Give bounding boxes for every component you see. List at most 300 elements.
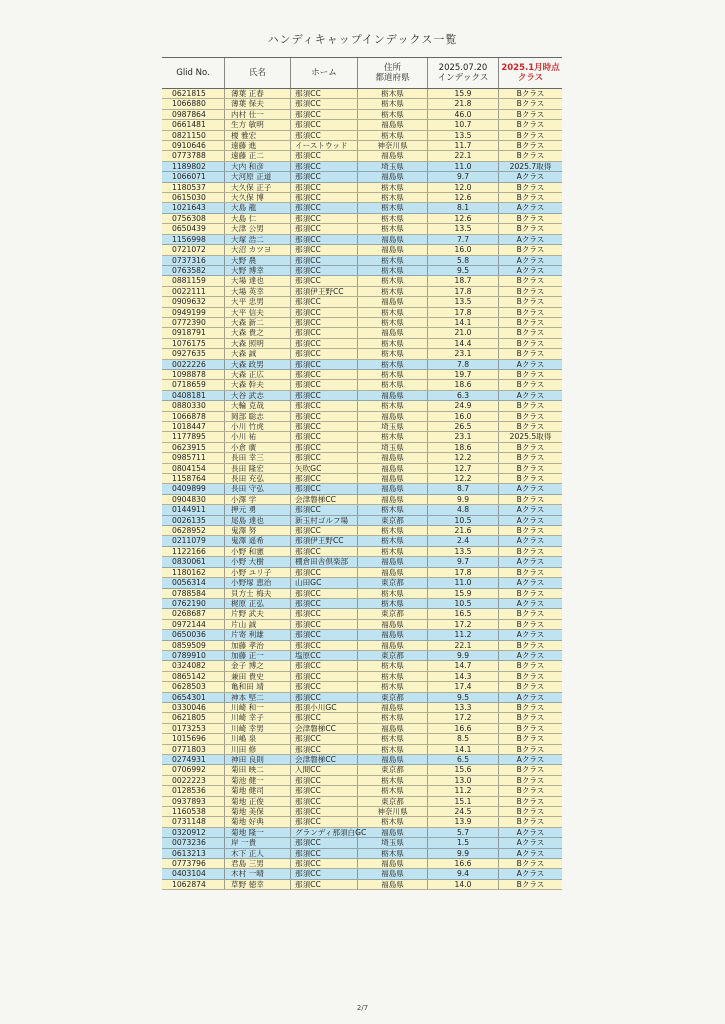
name-cell: 長田 充弘 [225,474,291,483]
home-club-cell: 那須CC [291,713,358,722]
class-cell: Aクラス [516,390,545,400]
table-row [162,557,562,567]
name-cell: 川田 修 [225,745,291,754]
glid-no-cell: 0949199 [162,308,225,317]
name-cell: 大平 信夫 [225,308,291,317]
table-row [162,869,562,879]
glid-no-cell: 0650036 [162,630,225,639]
glid-no-cell: 0026135 [162,516,225,525]
prefecture-cell: 栃木県 [358,131,428,140]
name-cell: 小野 ユリ子 [225,568,291,577]
name-cell: 大島 仁 [225,214,291,223]
prefecture-cell: 栃木県 [358,318,428,327]
home-club-cell: イーストウッド [291,141,358,150]
index-cell: 12.0 [428,183,499,192]
class-cell: 2025.7取得 [509,161,552,171]
class-cell: Aクラス [516,869,545,879]
prefecture-cell: 東京都 [358,693,428,702]
name-cell: 大塚 浩二 [225,235,291,244]
table-row [162,224,562,234]
index-cell: 21.0 [428,328,499,337]
table-row [162,308,562,318]
index-cell: 9.5 [428,266,499,275]
table-row [162,276,562,286]
index-cell: 4.8 [428,505,499,514]
table-row [162,526,562,536]
table-row [162,328,562,338]
name-cell: 鬼澤 遥希 [225,536,291,545]
class-cell: Bクラス [516,494,545,504]
table-row [162,786,562,796]
index-cell: 46.0 [428,110,499,119]
table-row [162,151,562,161]
table-row [162,172,562,182]
class-cell: Bクラス [516,807,545,817]
class-cell: Bクラス [516,546,545,556]
index-cell: 9.9 [428,849,499,858]
index-cell: 16.5 [428,609,499,618]
index-cell: 9.9 [428,495,499,504]
table-row [162,578,562,588]
name-cell: 大野 博幸 [225,266,291,275]
home-club-cell: 那須CC [291,474,358,483]
prefecture-cell: 栃木県 [358,776,428,785]
index-cell: 19.7 [428,370,499,379]
class-cell: Bクラス [516,307,545,317]
header-index: 2025.07.20 インデックス [428,58,499,88]
name-cell: 金子 博之 [225,661,291,670]
home-club-cell: 那須CC [291,235,358,244]
prefecture-cell: 栃木県 [358,224,428,233]
glid-no-cell: 1062874 [162,880,225,889]
prefecture-cell: 栃木県 [358,380,428,389]
index-cell: 16.6 [428,859,499,868]
prefecture-cell: 栃木県 [358,599,428,608]
index-cell: 18.6 [428,380,499,389]
prefecture-cell: 東京都 [358,516,428,525]
table-row [162,516,562,526]
glid-no-cell: 1021643 [162,203,225,212]
name-cell: 加藤 正一 [225,651,291,660]
glid-no-cell: 0910646 [162,141,225,150]
home-club-cell: 那須CC [291,880,358,889]
prefecture-cell: 福島県 [358,869,428,878]
glid-no-cell: 0628503 [162,682,225,691]
name-cell: 長田 守弘 [225,484,291,493]
index-cell: 16.6 [428,724,499,733]
prefecture-cell: 東京都 [358,765,428,774]
glid-no-cell: 1076175 [162,339,225,348]
glid-no-cell: 0762190 [162,599,225,608]
glid-no-cell: 0821150 [162,131,225,140]
glid-no-cell: 0654301 [162,693,225,702]
index-cell: 11.2 [428,786,499,795]
table-row [162,287,562,297]
home-club-cell: 那須CC [291,380,358,389]
table-row [162,162,562,172]
class-cell: Bクラス [516,734,545,744]
prefecture-cell: 栃木県 [358,308,428,317]
name-cell: 岸 一貴 [225,838,291,847]
class-cell: Bクラス [516,213,545,223]
glid-no-cell: 0987864 [162,110,225,119]
home-club-cell: 那須CC [291,412,358,421]
glid-no-cell: 1066880 [162,99,225,108]
name-cell: 川嶋 泉 [225,734,291,743]
class-cell: Bクラス [516,744,545,754]
table-row [162,672,562,682]
glid-no-cell: 1180162 [162,568,225,577]
glid-no-cell: 0621805 [162,713,225,722]
name-cell: 大森 幹夫 [225,380,291,389]
prefecture-cell: 福島県 [358,568,428,577]
class-cell: Aクラス [516,265,545,275]
class-cell: Bクラス [516,297,545,307]
name-cell: 尾島 達也 [225,516,291,525]
table-row [162,693,562,703]
index-cell: 5.8 [428,256,499,265]
index-cell: 15.1 [428,797,499,806]
name-cell: 薄葉 正春 [225,89,291,98]
prefecture-cell: 栃木県 [358,370,428,379]
home-club-cell: 那須CC [291,807,358,816]
table-row [162,734,562,744]
prefecture-cell: 埼玉県 [358,443,428,452]
prefecture-cell: 栃木県 [358,713,428,722]
index-cell: 17.8 [428,568,499,577]
index-cell: 13.9 [428,817,499,826]
table-row [162,266,562,276]
glid-no-cell: 0650439 [162,224,225,233]
table-row [162,630,562,640]
prefecture-cell: 福島県 [358,412,428,421]
table-row [162,776,562,786]
class-cell: Bクラス [516,567,545,577]
index-cell: 13.0 [428,776,499,785]
index-cell: 6.5 [428,755,499,764]
glid-no-cell: 0927635 [162,349,225,358]
glid-no-cell: 0788584 [162,589,225,598]
table-row [162,828,562,838]
class-cell: Bクラス [516,276,545,286]
index-cell: 8.1 [428,203,499,212]
home-club-cell: 那須CC [291,734,358,743]
table-row [162,120,562,130]
glid-no-cell: 0022226 [162,360,225,369]
glid-no-cell: 0918791 [162,328,225,337]
prefecture-cell: 福島県 [358,297,428,306]
glid-no-cell: 0859509 [162,641,225,650]
glid-no-cell: 0274931 [162,755,225,764]
home-club-cell: 那須CC [291,599,358,608]
class-cell: Aクラス [516,755,545,764]
class-cell: Bクラス [516,349,545,359]
table-row [162,755,562,765]
class-cell: Bクラス [516,702,545,712]
glid-no-cell: 0773788 [162,151,225,160]
handicap-table [162,57,562,890]
name-cell: 大沼 カツヨ [225,245,291,254]
index-cell: 11.2 [428,630,499,639]
table-row [162,849,562,859]
prefecture-cell: 栃木県 [358,99,428,108]
index-cell: 26.5 [428,422,499,431]
glid-no-cell: 0789910 [162,651,225,660]
glid-no-cell: 0706992 [162,765,225,774]
prefecture-cell: 栃木県 [358,110,428,119]
home-club-cell: 那須CC [291,620,358,629]
name-cell: 加藤 孝治 [225,641,291,650]
class-cell: Aクラス [516,630,545,640]
home-club-cell: 那須CC [291,360,358,369]
index-cell: 11.7 [428,141,499,150]
index-cell: 22.1 [428,151,499,160]
table-row [162,141,562,151]
index-cell: 21.6 [428,526,499,535]
glid-no-cell: 0763582 [162,266,225,275]
home-club-cell: 塩原CC [291,651,358,660]
table-body [162,89,562,890]
prefecture-cell: 福島県 [358,630,428,639]
glid-no-cell: 0737316 [162,256,225,265]
table-row [162,859,562,869]
prefecture-cell: 福島県 [358,641,428,650]
glid-no-cell: 0408181 [162,391,225,400]
name-cell: 長田 幸三 [225,453,291,462]
prefecture-cell: 栃木県 [358,589,428,598]
class-cell: Aクラス [516,827,545,837]
class-cell: Bクラス [516,130,545,140]
name-cell: 小野塚 恵治 [225,578,291,587]
class-cell: Aクラス [516,598,545,608]
home-club-cell: 那須CC [291,339,358,348]
name-cell: 鬼澤 努 [225,526,291,535]
home-club-cell: 新玉村ゴルフ場 [291,516,358,525]
index-cell: 2.4 [428,536,499,545]
name-cell: 大輪 克哉 [225,401,291,410]
home-club-cell: 那須CC [291,630,358,639]
table-row [162,641,562,651]
name-cell: 菊地 正俊 [225,797,291,806]
home-club-cell: 那須CC [291,693,358,702]
prefecture-cell: 東京都 [358,651,428,660]
table-row [162,203,562,213]
class-cell: Aクラス [516,557,545,567]
home-club-cell: 那須CC [291,328,358,337]
class-cell: Aクラス [516,359,545,369]
prefecture-cell: 栃木県 [358,817,428,826]
prefecture-cell: 栃木県 [358,256,428,265]
home-club-cell: 那須CC [291,641,358,650]
glid-no-cell: 0623915 [162,443,225,452]
table-row [162,765,562,775]
glid-no-cell: 0128536 [162,786,225,795]
glid-no-cell: 0937893 [162,797,225,806]
table-row [162,193,562,203]
index-cell: 17.8 [428,308,499,317]
table-row [162,536,562,546]
glid-no-cell: 0830061 [162,557,225,566]
home-club-cell: 那須CC [291,214,358,223]
home-club-cell: 那須CC [291,589,358,598]
index-cell: 22.1 [428,641,499,650]
prefecture-cell: 福島県 [358,474,428,483]
class-cell: Bクラス [516,775,545,785]
table-row [162,651,562,661]
prefecture-cell: 栃木県 [358,287,428,296]
table-row [162,620,562,630]
table-row [162,89,562,99]
prefecture-cell: 福島県 [358,464,428,473]
header-prefecture: 住所 都道府県 [358,58,428,88]
glid-no-cell: 0773796 [162,859,225,868]
table-row [162,817,562,827]
glid-no-cell: 1066878 [162,412,225,421]
name-cell: 大島 龍 [225,203,291,212]
table-row [162,661,562,671]
home-club-cell: 入間CC [291,765,358,774]
class-cell: Bクラス [516,182,545,192]
class-cell: Bクラス [516,245,545,255]
class-cell: Aクラス [516,255,545,265]
index-cell: 23.1 [428,349,499,358]
class-cell: Aクラス [516,515,545,525]
glid-no-cell: 0621815 [162,89,225,98]
prefecture-cell: 栃木県 [358,786,428,795]
class-cell: Aクラス [516,838,545,848]
name-cell: 大野 農 [225,256,291,265]
prefecture-cell: 埼玉県 [358,422,428,431]
prefecture-cell: 福島県 [358,328,428,337]
glid-no-cell: 0615030 [162,193,225,202]
table-row [162,110,562,120]
index-cell: 12.2 [428,453,499,462]
prefecture-cell: 福島県 [358,495,428,504]
name-cell: 大場 達也 [225,276,291,285]
home-club-cell: 那須CC [291,786,358,795]
class-cell: Bクラス [516,453,545,463]
table-row [162,495,562,505]
home-club-cell: 那須CC [291,297,358,306]
index-cell: 6.3 [428,391,499,400]
table-row [162,724,562,734]
class-cell: Bクラス [516,879,545,889]
page-number: 2/7 [356,1004,369,1012]
name-cell: 長田 隆宏 [225,464,291,473]
home-club-cell: 那須CC [291,505,358,514]
header-class: 2025.1月時点 クラス [501,63,560,83]
class-cell: Bクラス [516,141,545,151]
index-cell: 13.5 [428,224,499,233]
index-cell: 14.7 [428,661,499,670]
header-glid-no: Glid No. [162,58,225,88]
class-cell: Aクラス [516,234,545,244]
name-cell: 大森 照明 [225,339,291,348]
class-cell: Bクラス [516,151,545,161]
table-row [162,297,562,307]
name-cell: 大森 新二 [225,318,291,327]
class-cell: Bクラス [516,401,545,411]
index-cell: 10.7 [428,120,499,129]
name-cell: 木下 正人 [225,849,291,858]
class-cell: Bクラス [516,619,545,629]
prefecture-cell: 栃木県 [358,661,428,670]
glid-no-cell: 0320912 [162,828,225,837]
home-club-cell: 那須CC [291,682,358,691]
glid-no-cell: 1066071 [162,172,225,181]
glid-no-cell: 1098878 [162,370,225,379]
home-club-cell: 那須CC [291,266,358,275]
class-cell: Bクラス [516,859,545,869]
name-cell: 菊地 美保 [225,807,291,816]
home-club-cell: 那須CC [291,203,358,212]
home-club-cell: 那須CC [291,453,358,462]
index-cell: 8.5 [428,734,499,743]
home-club-cell: 棚倉田舎倶楽部 [291,557,358,566]
index-cell: 15.9 [428,89,499,98]
glid-no-cell: 0330046 [162,703,225,712]
table-row [162,183,562,193]
prefecture-cell: 神奈川県 [358,807,428,816]
prefecture-cell: 東京都 [358,578,428,587]
table-row [162,99,562,109]
class-cell: Bクラス [516,682,545,692]
prefecture-cell: 福島県 [358,755,428,764]
name-cell: 小野 和憲 [225,547,291,556]
home-club-cell: 那須CC [291,172,358,181]
index-cell: 11.0 [428,578,499,587]
index-cell: 18.6 [428,443,499,452]
class-cell: Bクラス [516,193,545,203]
prefecture-cell: 神奈川県 [358,141,428,150]
index-cell: 14.1 [428,318,499,327]
glid-no-cell: 0173253 [162,724,225,733]
index-cell: 13.5 [428,297,499,306]
prefecture-cell: 栃木県 [358,339,428,348]
home-club-cell: 那須CC [291,89,358,98]
index-cell: 14.1 [428,745,499,754]
prefecture-cell: 栃木県 [358,401,428,410]
home-club-cell: 那須CC [291,276,358,285]
table-row [162,682,562,692]
prefecture-cell: 東京都 [358,609,428,618]
name-cell: 菊地 好典 [225,817,291,826]
index-cell: 12.7 [428,464,499,473]
class-cell: Bクラス [516,328,545,338]
prefecture-cell: 栃木県 [358,193,428,202]
index-cell: 15.6 [428,765,499,774]
glid-no-cell: 0022111 [162,287,225,296]
index-cell: 14.0 [428,880,499,889]
glid-no-cell: 0628952 [162,526,225,535]
prefecture-cell: 栃木県 [358,349,428,358]
table-row [162,443,562,453]
index-cell: 7.8 [428,360,499,369]
class-cell: Bクラス [516,640,545,650]
name-cell: 大河原 正道 [225,172,291,181]
prefecture-cell: 栃木県 [358,276,428,285]
glid-no-cell: 1180537 [162,183,225,192]
name-cell: 川崎 幸男 [225,724,291,733]
table-row [162,339,562,349]
glid-no-cell: 1189802 [162,162,225,171]
glid-no-cell: 0985711 [162,453,225,462]
name-cell: 薄葉 保夫 [225,99,291,108]
name-cell: 大谷 武志 [225,391,291,400]
glid-no-cell: 1160538 [162,807,225,816]
home-club-cell: 那須CC [291,131,358,140]
home-club-cell: 矢吹GC [291,464,358,473]
